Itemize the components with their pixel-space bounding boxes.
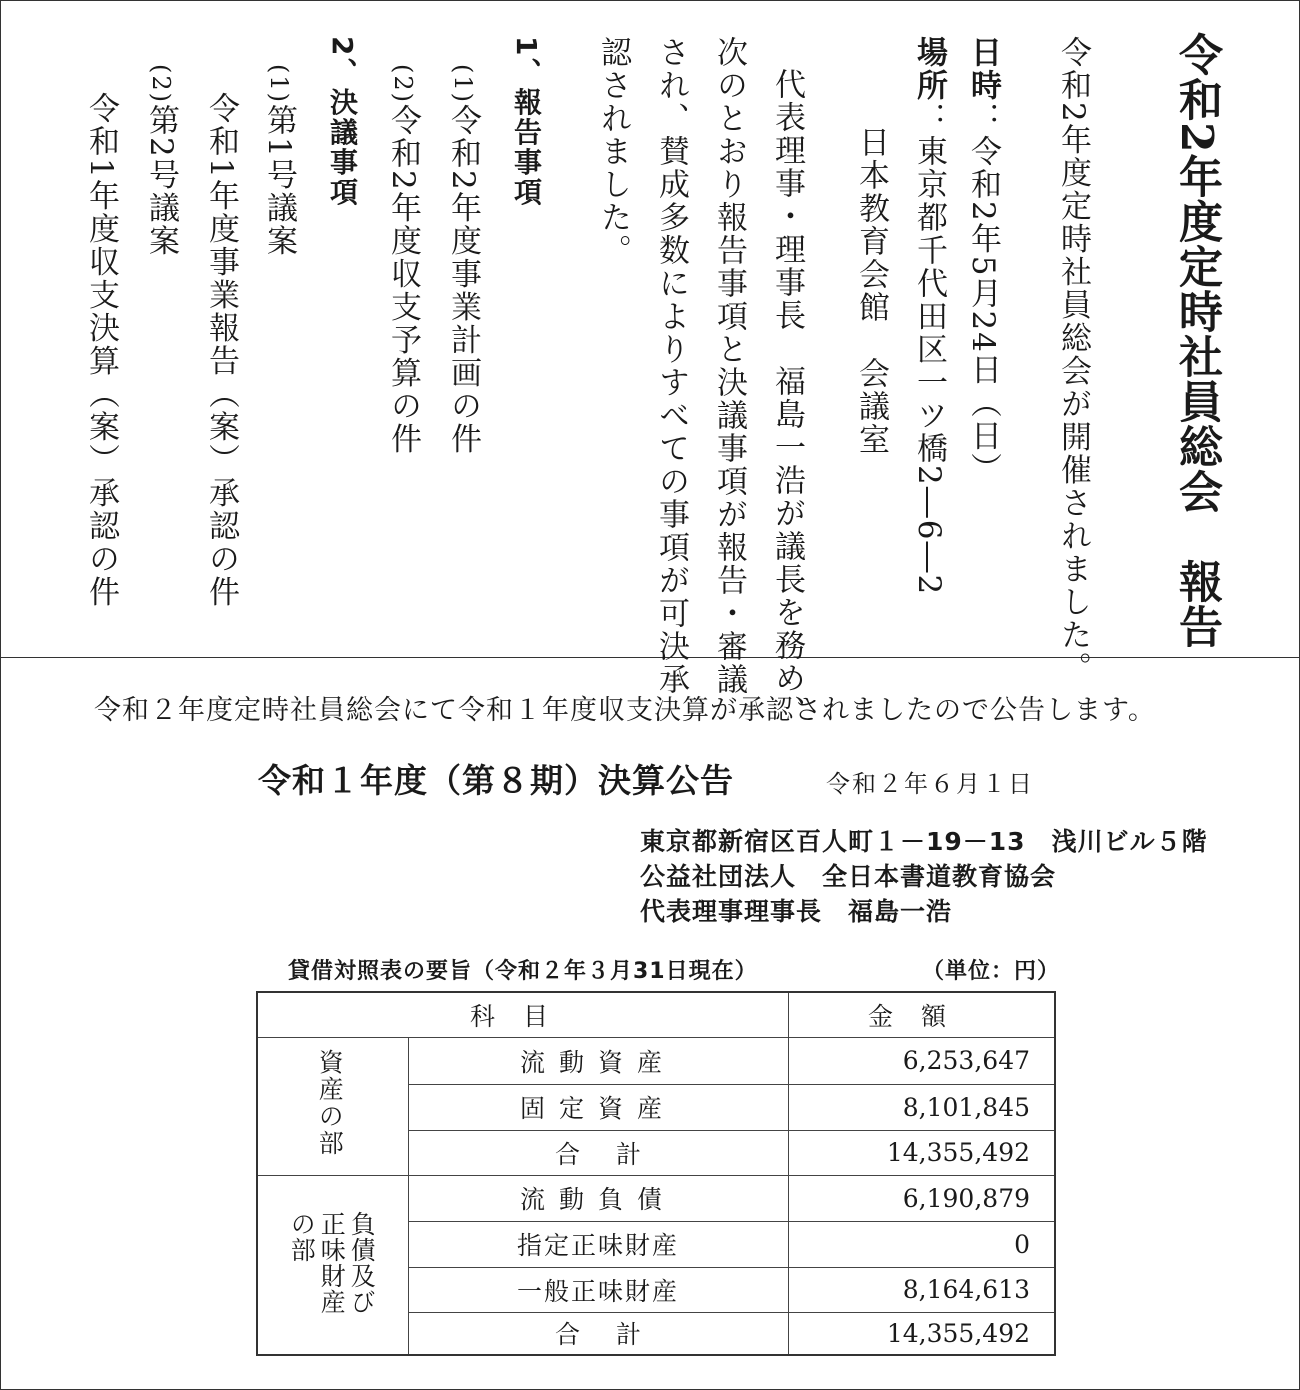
table-row-amount: 8,101,845 xyxy=(902,1092,1030,1122)
table-row-amount: 14,355,492 xyxy=(886,1318,1030,1348)
section1-item-1 xyxy=(445,64,481,456)
report-venue: 日本教育会館 会議室 xyxy=(853,126,889,456)
liab-group-label-col1: 負債及び xyxy=(347,1211,377,1315)
report-title: 令和2年度定時社員総会 報告 xyxy=(1171,32,1222,649)
header-item: 科目 xyxy=(469,1002,576,1031)
item-number: (1) xyxy=(265,64,293,104)
table-row-label: 流動資産 xyxy=(519,1047,676,1077)
table-row-amount: 0 xyxy=(1014,1229,1030,1259)
assets-group-label: 資産の部 xyxy=(315,1049,345,1157)
item-text: 令和2年度事業計画の件 xyxy=(445,104,481,456)
report-place xyxy=(911,36,947,597)
item-text: 令和2年度収支予算の件 xyxy=(385,104,421,456)
item-text: 第2号議案 xyxy=(143,104,179,258)
paragraph-line-3: され、賛成多数によりすべての事項が可決承 xyxy=(653,36,689,696)
notice-date: 令和２年６月１日 xyxy=(826,770,1034,798)
date-value: ：令和2年5月24日（日） xyxy=(965,102,1001,486)
place-value: ：東京都千代田区一ツ橋2―6―2 xyxy=(911,102,947,597)
notice-title: 令和１年度（第８期）決算公告 xyxy=(258,761,734,800)
section2-item-1-sub: 令和1年度事業報告（案）承認の件 xyxy=(203,92,239,609)
report-date xyxy=(965,36,1001,486)
table-row-label: 一般正味財産 xyxy=(516,1276,679,1306)
section2-item-1 xyxy=(261,64,297,258)
item-number: (2) xyxy=(389,64,417,104)
table-row-amount: 8,164,613 xyxy=(902,1275,1030,1304)
section2-item-2-sub: 令和1年度収支決算（案）承認の件 xyxy=(83,92,119,609)
section2-heading: 2、決議事項 xyxy=(326,36,359,208)
table-caption: 貸借対照表の要旨（令和２年３月31日現在） xyxy=(288,959,758,984)
table-row-amount: 14,355,492 xyxy=(886,1138,1030,1167)
item-number: (2) xyxy=(147,64,175,104)
balance-sheet-table xyxy=(256,991,1056,1356)
section1-heading: 1、報告事項 xyxy=(510,36,543,208)
report-intro: 令和2年度定時社員総会が開催されました。 xyxy=(1055,36,1091,685)
table-row-label: 指定正味財産 xyxy=(516,1231,679,1260)
table-row-label: 流動負債 xyxy=(519,1185,676,1214)
address-line-3: 代表理事理事長 福島一浩 xyxy=(640,897,953,926)
table-row-label: 固定資産 xyxy=(519,1094,676,1123)
date-label: 日時 xyxy=(965,36,1001,102)
table-unit: （単位：円） xyxy=(922,959,1061,984)
section2-item-2 xyxy=(143,64,179,258)
liab-group-label-col3: の部 xyxy=(287,1211,317,1263)
address-line-1: 東京都新宿区百人町１－19－13 浅川ビル５階 xyxy=(640,827,1208,856)
paragraph-line-1: 代表理事・理事長 福島一浩が議長を務め、 xyxy=(769,68,805,728)
table-row-amount: 6,190,879 xyxy=(902,1183,1030,1213)
item-number: (1) xyxy=(449,64,477,104)
table-row-label: 合計 xyxy=(554,1320,677,1349)
paragraph-line-4: 認されました。 xyxy=(595,36,631,267)
table-row-label: 合計 xyxy=(554,1139,677,1169)
section1-item-2 xyxy=(385,64,421,456)
liab-group-label-col2: 正味財産 xyxy=(317,1211,347,1315)
paragraph-line-2: 次のとおり報告事項と決議事項が報告・審議 xyxy=(711,36,747,696)
item-text: 第1号議案 xyxy=(261,104,297,258)
section-divider xyxy=(0,657,1300,658)
table-row-amount: 6,253,647 xyxy=(902,1046,1030,1075)
header-amount: 金額 xyxy=(867,1002,974,1031)
address-line-2: 公益社団法人 全日本書道教育協会 xyxy=(640,862,1057,891)
place-label: 場所 xyxy=(911,36,947,102)
notice-intro: 令和２年度定時社員総会にて令和１年度収支決算が承認されましたので公告します。 xyxy=(94,695,1156,726)
